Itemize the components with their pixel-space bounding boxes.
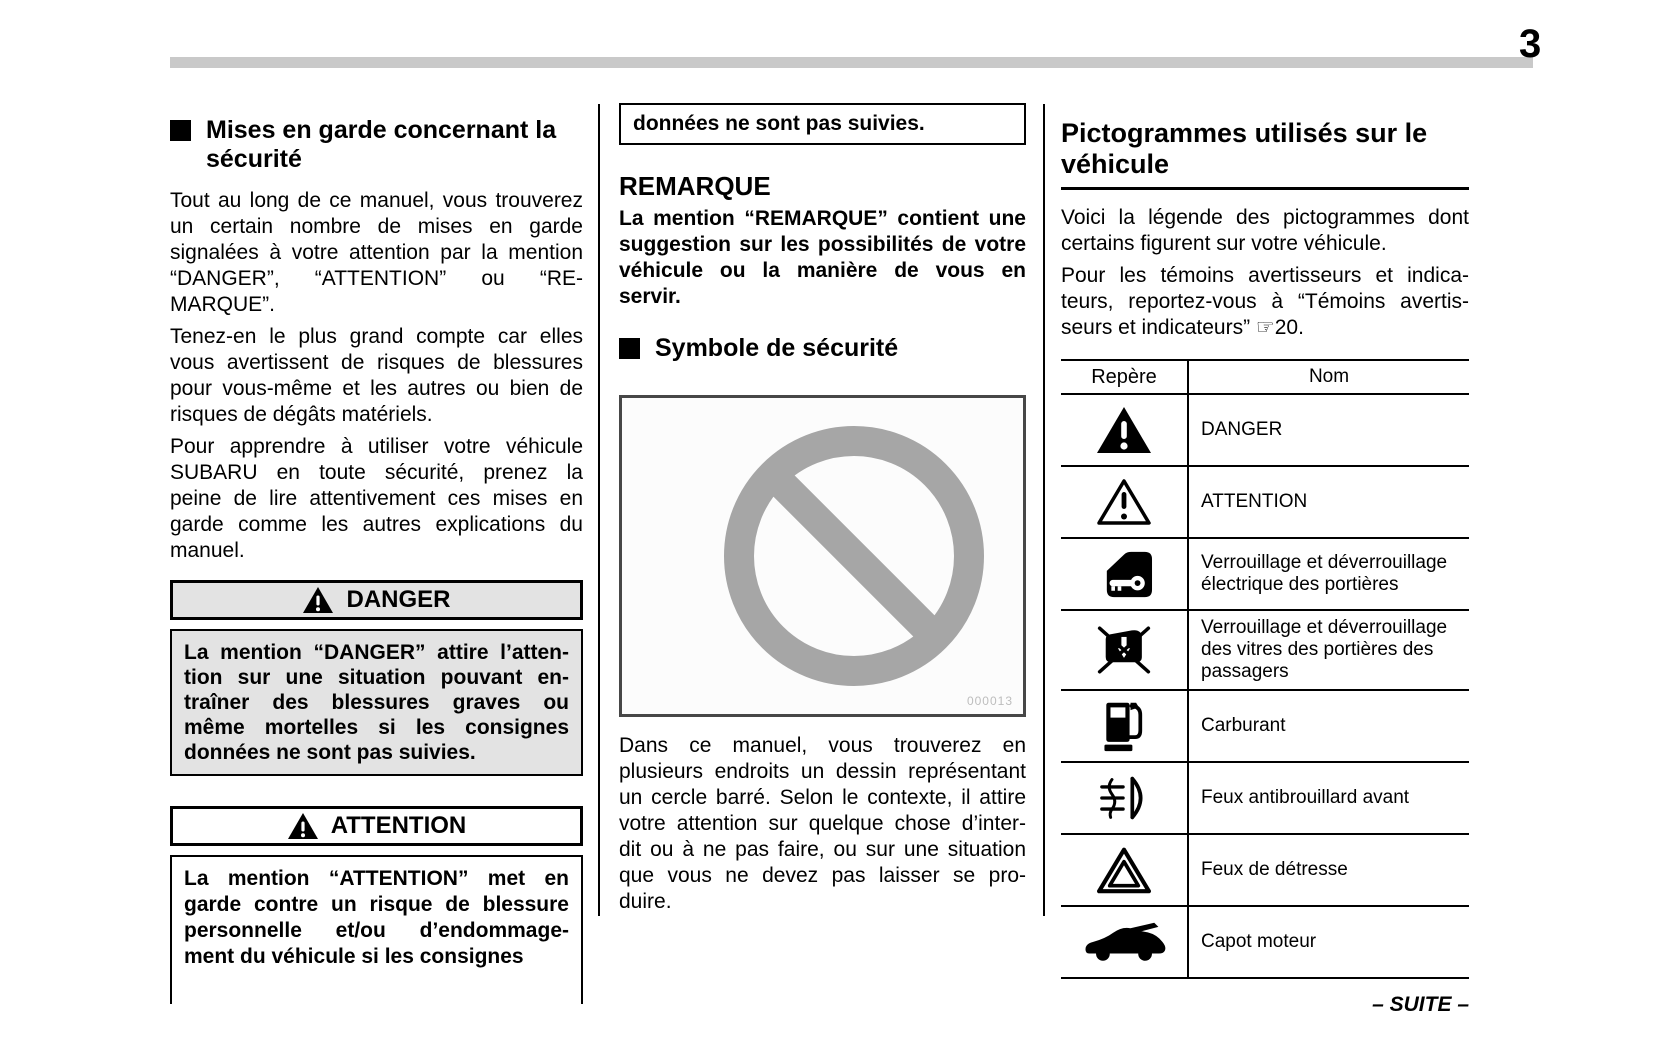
attention-header	[170, 806, 583, 846]
table-header-repere: Repère	[1061, 361, 1189, 393]
pictogram-name: Feux antibrouillard avant	[1201, 787, 1410, 808]
danger-body: La mention “DANGER” attire l’atten- tion sur une situation pouvant en- traîner des blessures graves ou même mortelles si les consignes données ne sont pas suivies.	[170, 629, 583, 776]
section-heading-text: Symbole de sécurité	[655, 334, 899, 362]
paragraph: Pour apprendre à utiliser votre véhicule SUBARU en toute sécurité, prenez la peine de lire attentivement ces mises en garde comme les autres explications du manuel.	[170, 435, 583, 562]
attention-triangle-icon	[1096, 478, 1152, 526]
table-row	[1061, 691, 1469, 763]
chapter-title-rule	[1061, 187, 1469, 190]
page-number: 3	[1519, 22, 1542, 66]
table-row	[1061, 835, 1469, 907]
warning-triangle-icon	[287, 812, 319, 840]
continuation-footer: – SUITE –	[1372, 993, 1469, 1016]
safety-symbol-figure	[619, 395, 1026, 717]
section-bullet-icon	[619, 338, 640, 359]
pictogram-name: Carburant	[1201, 715, 1286, 736]
remarque-paragraph: La mention “REMARQUE” contient une suggestion sur les possibilités de votre véhicule ou la manière de vous en servir.	[619, 207, 1026, 308]
column-divider-left	[598, 104, 600, 916]
left-column	[170, 100, 583, 1004]
symbol-description: Dans ce manuel, vous trouverez en plusieurs endroits un dessin représentant un cercle barré. Selon le contexte, il attire votre attention sur quelque chose d’inter- dit ou à ne pas faire, ou sur une situation que vous ne devez pas laisser se pro- duire.	[619, 734, 1026, 913]
pictogram-name: DANGER	[1201, 419, 1283, 440]
pictogram-name: ATTENTION	[1201, 491, 1308, 512]
pictogram-name: Feux de détresse	[1201, 859, 1348, 880]
header-rule	[170, 57, 1533, 68]
table-row	[1061, 907, 1469, 979]
pictogram-name: Verrouillage et déverrouillage des vitres des portières des passagers	[1201, 617, 1448, 682]
figure-id-label: 000013	[966, 694, 1013, 708]
section-heading-mises-en-garde	[170, 116, 583, 174]
attention-warning-box	[170, 806, 583, 1004]
table-row	[1061, 395, 1469, 467]
danger-warning-box	[170, 580, 583, 776]
pictogram-name: Verrouillage et déverrouillage électrique des portières	[1201, 552, 1448, 595]
chapter-title: Pictogrammes utilisés sur le véhicule	[1061, 118, 1428, 179]
pictogram-table	[1061, 359, 1469, 979]
paragraph: Tout au long de ce manuel, vous trouverez un certain nombre de mises en garde signalées à votre attention par la mention “DANGER”, “ATTENTION” ou “RE- MARQUE”.	[170, 189, 583, 316]
pictogram-intro: Voici la légende des pictogrammes dont certains figurent sur votre véhicule.	[1061, 206, 1469, 255]
danger-title: DANGER	[346, 586, 451, 613]
danger-header	[170, 580, 583, 620]
table-row	[1061, 763, 1469, 835]
table-row	[1061, 611, 1469, 691]
section-bullet-icon	[170, 120, 191, 141]
danger-continuation-box: données ne sont pas suivies.	[619, 103, 1026, 145]
table-header-row	[1061, 361, 1469, 395]
section-heading-text: Mises en garde concernant la sécurité	[206, 116, 557, 173]
pictogram-name: Capot moteur	[1201, 931, 1317, 952]
door-lock-icon	[1094, 551, 1154, 598]
warning-triangle-icon	[302, 586, 334, 614]
front-fog-light-icon	[1094, 774, 1154, 822]
danger-triangle-icon	[1095, 405, 1153, 455]
middle-column	[619, 100, 1026, 921]
prohibition-circle-icon	[722, 424, 986, 688]
open-hood-icon	[1080, 921, 1168, 963]
window-lock-icon	[1097, 625, 1151, 675]
remarque-heading: REMARQUE	[619, 171, 771, 201]
attention-body: La mention “ATTENTION” met en garde contre un risque de blessure personnelle et/ou d’endommage- ment du véhicule si les consignes	[170, 855, 583, 1004]
hazard-warning-icon	[1096, 846, 1152, 894]
attention-title: ATTENTION	[330, 812, 467, 839]
table-row	[1061, 467, 1469, 539]
table-header-nom: Nom	[1308, 366, 1350, 387]
section-heading-symbole	[619, 334, 1026, 363]
paragraph: Tenez-en le plus grand compte car elles vous avertissent de risques de blessures pour vous-même et les autres ou bien de risques de dégâts matériels.	[170, 325, 583, 426]
table-row	[1061, 539, 1469, 611]
fuel-pump-icon	[1104, 699, 1144, 753]
column-divider-right	[1043, 104, 1045, 916]
right-column	[1061, 100, 1469, 1017]
pictogram-reference: Pour les témoins avertisseurs et indica- teurs, reportez-vous à “Témoins avertis- seurs et indicateurs” ☞20.	[1061, 264, 1469, 339]
